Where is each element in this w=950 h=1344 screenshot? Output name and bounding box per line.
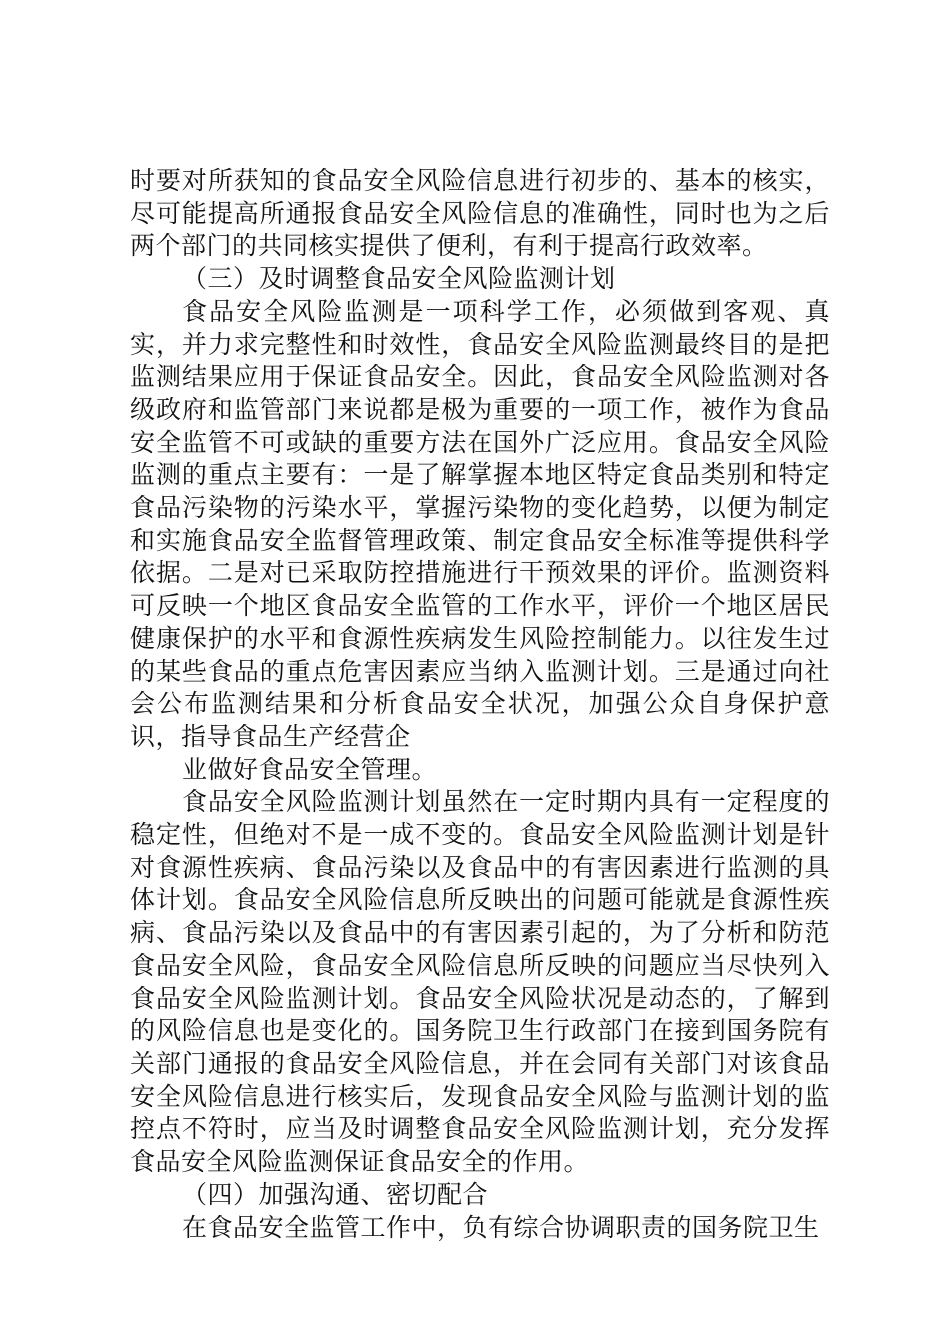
paragraph-continuation: 时要对所获知的食品安全风险信息进行初步的、基本的核实，尽可能提高所通报食品安全风险信息的准确性，同时也为之后两个部门的共同核实提供了便利，有利于提高行政效率。 bbox=[130, 166, 830, 261]
paragraph-plan-adjustment: 食品安全风险监测计划虽然在一定时期内具有一定程度的稳定性，但绝对不是一成不变的。食品安全风险监测计划是针对食源性疾病、食品污染以及食品中的有害因素进行监测的具体计划。食品安全风险信息所反映出的问题可能就是食源性疾病、食品污染以及食品中的有害因素引起的，为了分析和防范食品安全风险，食品安全风险信息所反映的问题应当尽快列入食品安全风险监测计划。食品安全风险状况是动态的，了解到的风险信息也是变化的。国务院卫生行政部门在接到国务院有关部门通报的食品安全风险信息，并在会同有关部门对该食品安全风险信息进行核实后，发现食品安全风险与监测计划的监控点不符时，应当及时调整食品安全风险监测计划，充分发挥食品安全风险监测保证食品安全的作用。 bbox=[130, 787, 830, 1177]
paragraph-fragment: 业做好食品安全管理。 bbox=[182, 754, 438, 784]
section-heading-3: （三）及时调整食品安全风险监测计划 bbox=[182, 264, 616, 294]
section-heading-4: （四）加强沟通、密切配合 bbox=[182, 1179, 489, 1209]
paragraph-communication: 在食品安全监管工作中，负有综合协调职责的国务院卫生 bbox=[182, 1212, 820, 1242]
paragraph-monitoring-overview: 食品安全风险监测是一项科学工作，必须做到客观、真实，并力求完整性和时效性，食品安全风险监测最终目的是把监测结果应用于保证食品安全。因此，食品安全风险监测对各级政府和监管部门来说都是极为重要的一项工作，被作为食品安全监管不可或缺的重要方法在国外广泛应用。食品安全风险监测的重点主要有：一是了解掌握本地区特定食品类别和特定食品污染物的污染水平，掌握污染物的变化趋势，以便为制定和实施食品安全监督管理政策、制定食品安全标准等提供科学依据。二是对已采取防控措施进行干预效果的评价。监测资料可反映一个地区食品安全监管的工作水平，评价一个地区居民健康保护的水平和食源性疾病发生风险控制能力。以往发生过的某些食品的重点危害因素应当纳入监测计划。三是通过向社会公布监测结果和分析食品安全状况，加强公众自身保护意识，指导食品生产经营企 bbox=[130, 296, 830, 751]
document-body bbox=[130, 165, 830, 1244]
